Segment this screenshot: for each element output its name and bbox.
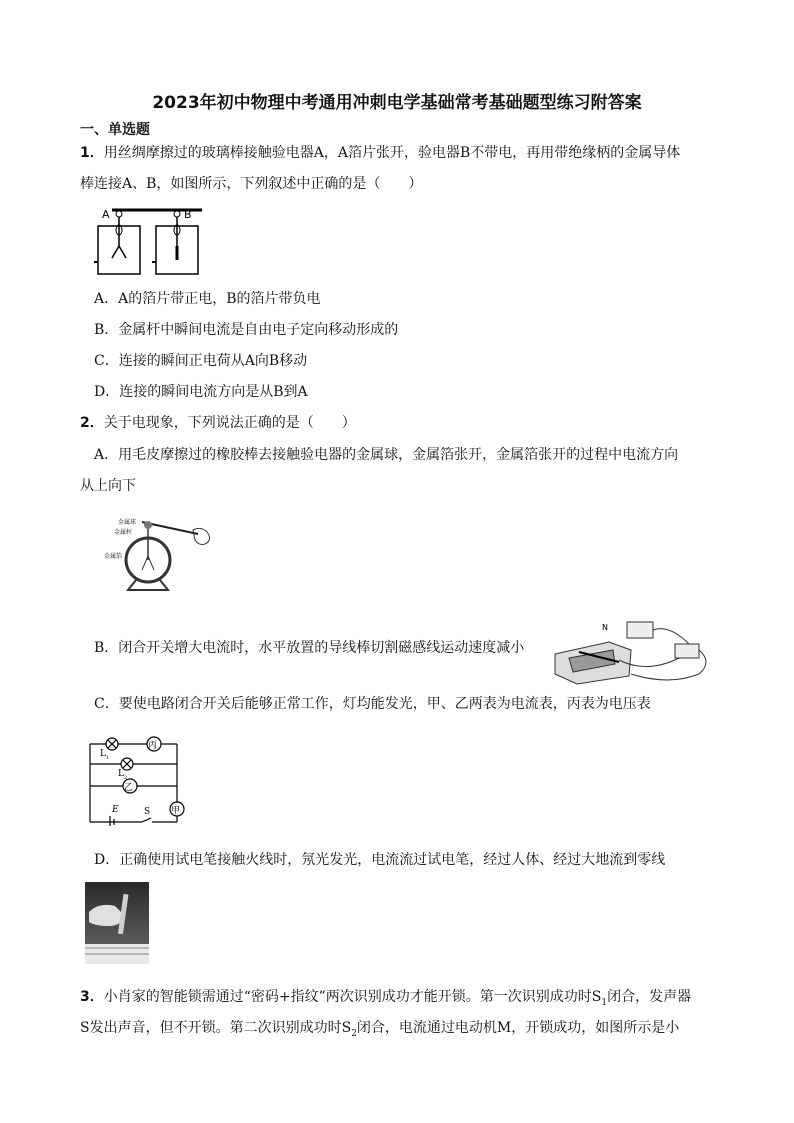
q2-option-a-line1: A．用毛皮摩擦过的橡胶棒去接触验电器的金属球，金属箔张开，金属箔张开的过程中电流方向	[94, 447, 679, 463]
svg-text:丙: 丙	[148, 741, 158, 751]
svg-text:N: N	[602, 623, 608, 632]
svg-text:金属箔: 金属箔	[104, 553, 123, 560]
q2-option-b: B．闭合开关增大电流时，水平放置的导线棒切割磁感线运动速度减小	[94, 640, 525, 656]
svg-text:1: 1	[106, 755, 110, 761]
q2-option-a-line2: 从上向下	[80, 478, 136, 494]
document-title: 2023年初中物理中考通用冲刺电学基础常考基础题型练习附答案	[152, 93, 642, 113]
q2-stem-text: 关于电现象，下列说法正确的是（ ）	[103, 415, 356, 431]
q2-option-c: C．要使电路闭合开关后能够正常工作，灯均能发光，甲、乙两表为电流表，丙表为电压表	[94, 696, 651, 712]
q1-stem-text1: 用丝绸摩擦过的玻璃棒接触验电器A，A箔片张开，验电器B不带电，再用带绝缘柄的金属导体	[103, 145, 681, 161]
q2-number: 2．	[80, 415, 104, 431]
svg-text:E: E	[112, 805, 119, 815]
svg-text:金属杆: 金属杆	[114, 529, 133, 536]
svg-text:L: L	[118, 769, 124, 779]
svg-text:2: 2	[124, 775, 128, 781]
section-heading: 一、单选题	[80, 122, 150, 138]
electroscope-touch-figure	[98, 512, 220, 592]
q2-stem	[80, 413, 356, 433]
q1-option-c: C．连接的瞬间正电荷从A向B移动	[94, 353, 308, 369]
q1-stem-line1	[80, 143, 680, 163]
svg-text:金属球: 金属球	[118, 519, 137, 526]
fig-label-b: B	[184, 208, 192, 221]
test-pen-photo	[85, 882, 149, 964]
svg-text:甲: 甲	[171, 806, 181, 816]
svg-text:L: L	[100, 749, 106, 759]
magnet-circuit-figure	[549, 614, 713, 686]
q3-stem-line2: S发出声音，但不开锁。第二次识别成功时$S_2$闭合，电流通过电动机M，开锁成功，如图所示是小	[80, 1020, 680, 1039]
q1-option-b: B．金属杆中瞬间电流是自由电子定向移动形成的	[94, 322, 399, 338]
lamp-meter-circuit-figure	[82, 734, 190, 826]
fig-label-a: A	[102, 208, 110, 221]
svg-text:乙: 乙	[124, 783, 134, 793]
electroscope-figure	[94, 206, 214, 278]
q1-stem-line2: 棒连接A、B，如图所示，下列叙述中正确的是（ ）	[80, 176, 423, 192]
q1-number: 1．	[80, 145, 104, 161]
q2-option-d: D．正确使用试电笔接触火线时，氖光发光，电流流过试电笔，经过人体、经过大地流到零线	[94, 852, 666, 868]
q3-number: 3．	[80, 989, 104, 1005]
svg-text:S: S	[144, 807, 151, 817]
q3-stem-line1: 3．小肖家的智能锁需通过“密码+指纹”两次识别成功才能开锁。第一次识别成功时$S_1$闭合，发声器	[80, 989, 692, 1008]
q1-option-a: A．A的箔片带正电，B的箔片带负电	[94, 291, 321, 307]
q1-option-d: D．连接的瞬间电流方向是从B到A	[94, 384, 308, 400]
